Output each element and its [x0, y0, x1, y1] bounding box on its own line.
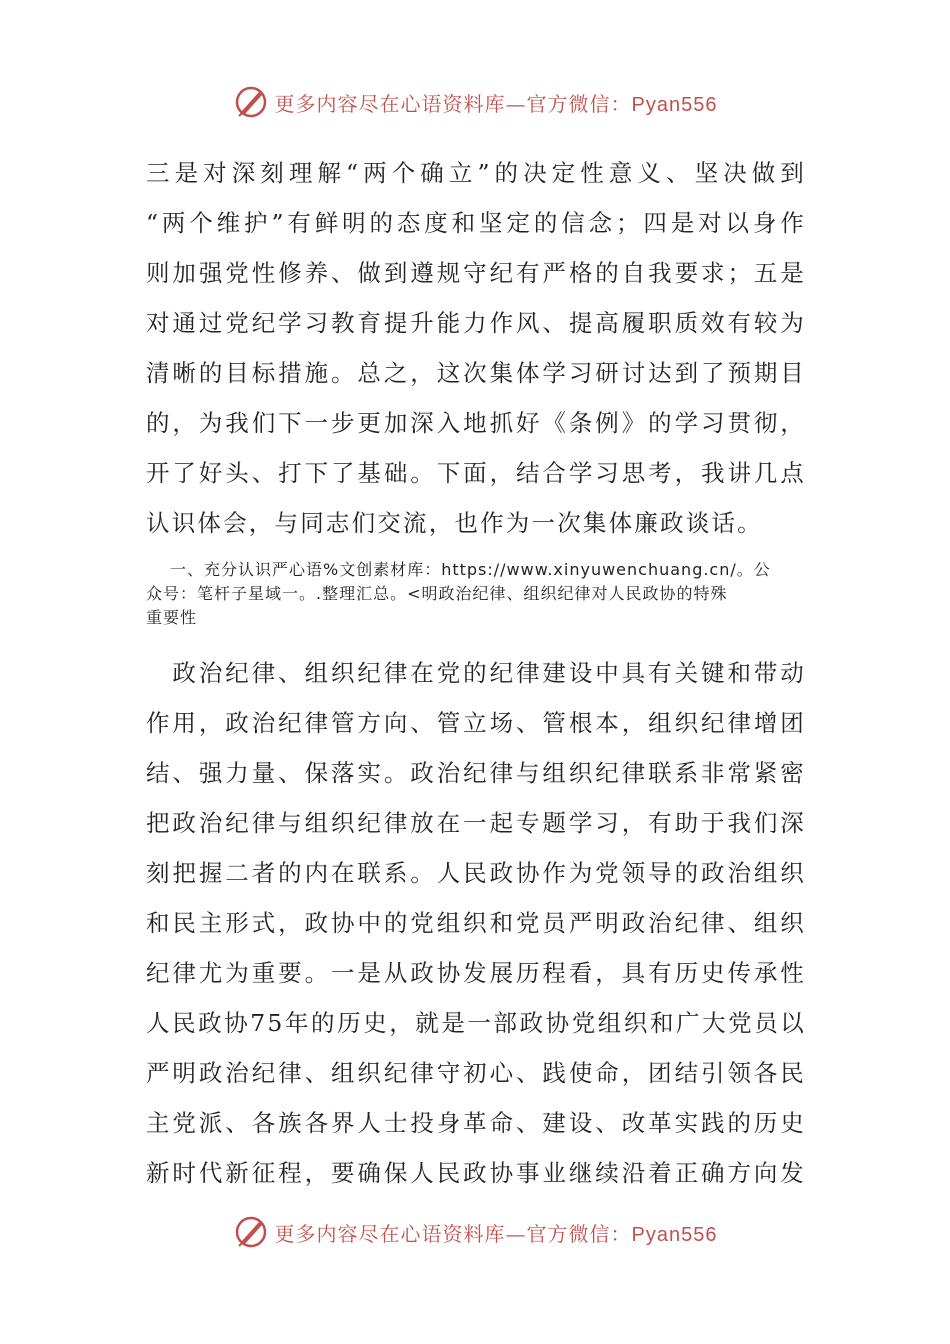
paragraph-2	[146, 648, 806, 1198]
paragraph-1	[146, 148, 806, 548]
wechat-id: Pyan556	[631, 93, 718, 116]
text-line: 政治纪律、组织纪律在党的纪律建设中具有关键和带动	[146, 659, 806, 687]
document-body	[146, 148, 806, 1198]
footer-banner	[0, 1212, 950, 1252]
heading-line: 一、充分认识严心语%文创素材库：https://www.xinyuwenchuang.cn/。公	[170, 560, 771, 579]
heading-line: 重要性	[146, 608, 198, 627]
text-line: 结、强力量、保落实。政治纪律与组织纪律联系非常紧密	[146, 759, 806, 787]
heading-line: 众号：笔杆子星域一。.整理汇总。<明政治纪律、组织纪律对人民政协的特殊	[146, 584, 728, 603]
text-line: 清晰的目标措施。总之，这次集体学习研讨达到了预期目	[146, 359, 806, 387]
text-line: “两个维护”有鲜明的态度和坚定的信念；四是对以身作	[146, 209, 806, 237]
text-line: 和民主形式，政协中的党组织和党员严明政治纪律、组织	[146, 909, 806, 937]
wechat-id: Pyan556	[631, 1223, 718, 1246]
text-line: 纪律尤为重要。一是从政协发展历程看，具有历史传承性	[146, 959, 806, 987]
text-line: 对通过党纪学习教育提升能力作风、提高履职质效有较为	[146, 309, 806, 337]
text-line: 的，为我们下一步更加深入地抓好《条例》的学习贯彻，	[146, 409, 806, 437]
text-line: 主党派、各族各界人士投身革命、建设、改革实践的历史	[146, 1109, 806, 1137]
pen-logo-icon	[233, 84, 269, 120]
header-banner	[0, 82, 950, 122]
banner-text: 更多内容尽在心语资料库—官方微信：Pyan556	[274, 91, 718, 116]
text-line: 三是对深刻理解“两个确立”的决定性意义、坚决做到	[146, 159, 806, 187]
text-line: 则加强党性修养、做到遵规守纪有严格的自我要求；五是	[146, 259, 806, 287]
banner-text: 更多内容尽在心语资料库—官方微信：Pyan556	[274, 1221, 718, 1246]
text-line: 新时代新征程，要确保人民政协事业继续沿着正确方向发	[146, 1159, 806, 1187]
text-line: 作用，政治纪律管方向、管立场、管根本，组织纪律增团	[146, 709, 806, 737]
text-line: 刻把握二者的内在联系。人民政协作为党领导的政治组织	[146, 859, 806, 887]
section-heading	[146, 558, 806, 630]
text-line: 把政治纪律与组织纪律放在一起专题学习，有助于我们深	[146, 809, 806, 837]
text-line: 人民政协75年的历史，就是一部政协党组织和广大党员以	[146, 1009, 806, 1037]
text-line: 认识体会，与同志们交流，也作为一次集体廉政谈话。	[146, 509, 763, 537]
text-line: 开了好头、打下了基础。下面，结合学习思考，我讲几点	[146, 459, 806, 487]
pen-logo-icon	[233, 1214, 269, 1250]
text-line: 严明政治纪律、组织纪律守初心、践使命，团结引领各民	[146, 1059, 806, 1087]
